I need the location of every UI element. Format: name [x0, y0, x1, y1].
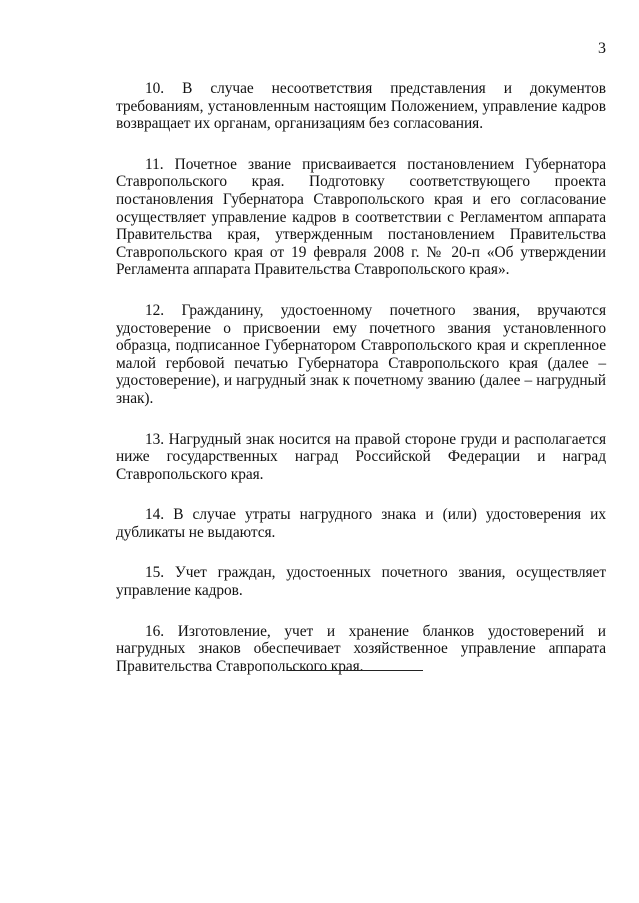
paragraph-13: 13. Нагрудный знак носится на правой стороне груди и располагается ниже государственных наград Российской Федерации и наград Ставропольского края. — [116, 430, 606, 483]
paragraph-14: 14. В случае утраты нагрудного знака и (или) удостоверения их дубликаты не выдаются. — [116, 506, 606, 541]
paragraph-11: 11. Почетное звание присваивается постановлением Губернатора Ставропольского края. Подготовку соответствующего проекта постановления Губернатора Ставропольского края и его согласование осуществляет управление кадров в соответствии с Регламентом аппарата Правительства края, утвержденным постановлением Правительства Ставропольского края от 19 февраля 2008 г. № 20-п «Об утверждении Регламента аппарата Правительства Ставропольского края». — [116, 155, 606, 279]
paragraph-10: 10. В случае несоответствия представления и документов требованиям, установленным настоящим Положением, управление кадров возвращает их органам, организациям без согласования. — [116, 80, 606, 133]
document-body — [116, 80, 606, 698]
paragraph-16: 16. Изготовление, учет и хранение бланков удостоверений и нагрудных знаков обеспечивает хозяйственное управление аппарата Правительства Ставропольского края. — [116, 622, 606, 675]
page-number: 3 — [598, 40, 606, 57]
paragraph-12: 12. Гражданину, удостоенному почетного звания, вручаются удостоверение о присвоении ему почетного звания установленного образца, подписанное Губернатором Ставропольского края и скрепленное малой гербовой печатью Губернатора Ставропольского края (далее – удостоверение), и нагрудный знак к почетному званию (далее – нагрудный знак). — [116, 301, 606, 407]
end-divider-line — [287, 670, 423, 671]
paragraph-15: 15. Учет граждан, удостоенных почетного звания, осуществляет управление кадров. — [116, 564, 606, 600]
